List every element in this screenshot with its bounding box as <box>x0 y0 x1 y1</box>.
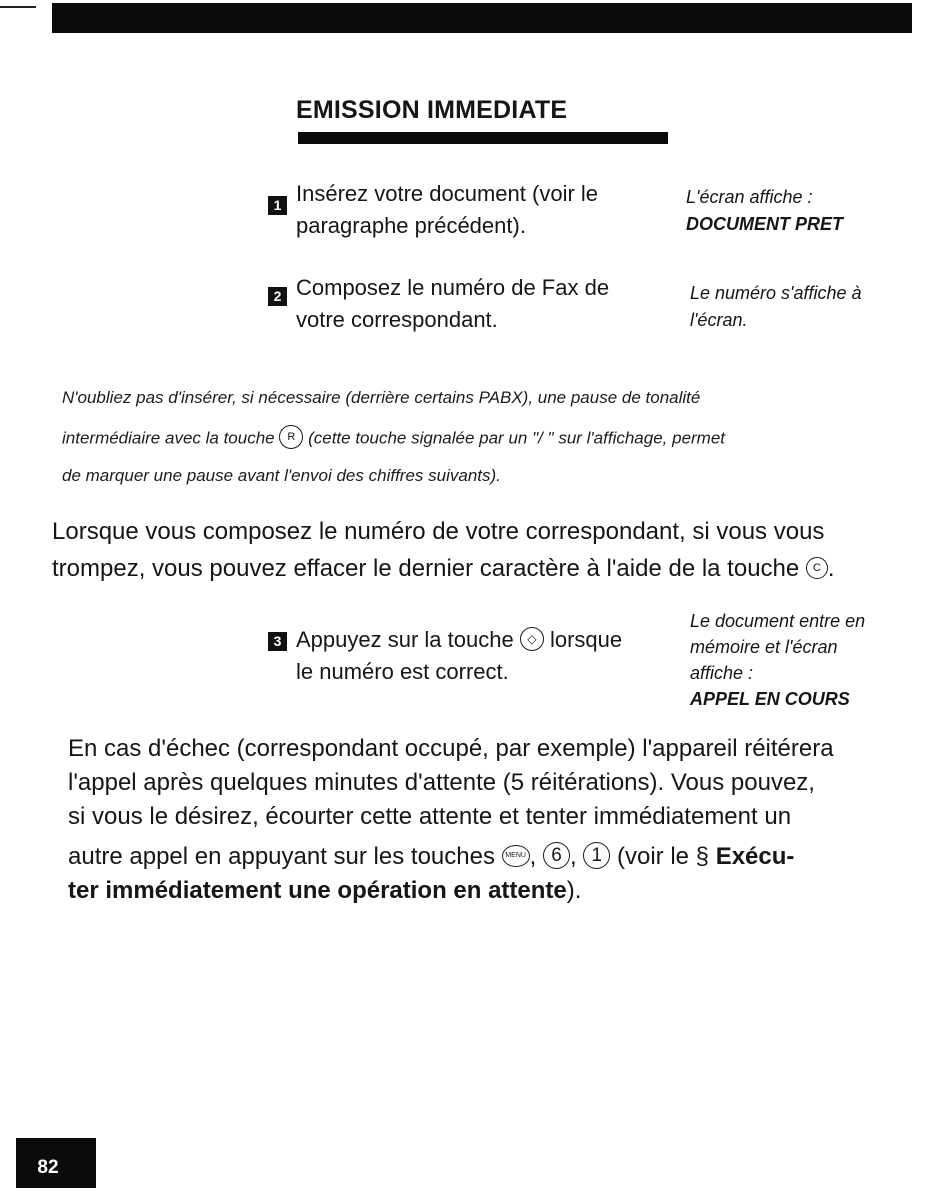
step-3-line2: le numéro est correct. <box>296 659 509 684</box>
step-3-side-line4: APPEL EN COURS <box>690 689 850 709</box>
step-3-side-line3: affiche : <box>690 663 754 683</box>
step-1-badge: 1 <box>268 196 287 215</box>
failure-line4-bold: Exécu- <box>715 843 795 870</box>
step-2-line2: votre correspondant. <box>296 307 498 332</box>
step-3-side-line2: mémoire et l'écran <box>690 637 838 657</box>
step-3-side-line1: Le document entre en <box>690 611 866 631</box>
step-3-badge: 3 <box>268 632 287 651</box>
step-3-display-note <box>690 608 865 712</box>
step-1-side-line1: L'écran affiche : <box>686 187 813 207</box>
start-key-icon: ◇ <box>520 627 544 651</box>
step-1-line2: paragraphe précédent). <box>296 213 526 238</box>
step-1-text <box>296 178 598 242</box>
step-3-text <box>296 624 622 688</box>
step-3-line1-after: lorsque <box>549 627 623 652</box>
failure-paragraph <box>68 732 834 908</box>
top-left-dash <box>0 6 36 8</box>
pabx-note-line2 <box>62 427 922 451</box>
failure-line5 <box>68 874 834 908</box>
pabx-note-line3: de marquer une pause avant l'envoi des chiffres suivants). <box>62 466 501 485</box>
correction-line2 <box>52 550 835 587</box>
failure-line1: En cas d'échec (correspondant occupé, par exemple) l'appareil réitérera <box>68 735 834 762</box>
step-3-line1 <box>296 624 622 656</box>
operation-reference-link: ter immédiatement une opération en attente <box>68 877 567 904</box>
failure-line4 <box>68 840 834 874</box>
failure-line3: si vous le désirez, écourter cette attente et tenter immédiatement un <box>68 803 792 830</box>
step-2-line1: Composez le numéro de Fax de <box>296 275 610 300</box>
step-1-side-line2: DOCUMENT PRET <box>686 214 843 234</box>
pabx-note-line2-before: intermédiaire avec la touche <box>62 428 275 448</box>
pabx-note-line1: N'oubliez pas d'insérer, si nécessaire (derrière certains PABX), une pause de tonalité <box>62 388 701 407</box>
one-key-icon: 1 <box>583 842 610 869</box>
correction-line1: Lorsque vous composez le numéro de votre correspondant, si vous vous <box>52 518 825 545</box>
failure-line5-after: ). <box>566 877 582 904</box>
page-number: 82 <box>37 1157 59 1178</box>
correction-line2-before: trompez, vous pouvez effacer le dernier caractère à l'aide de la touche <box>52 555 800 582</box>
correction-line2-after: . <box>827 555 835 582</box>
step-2-side-line2: l'écran. <box>690 310 748 330</box>
header-bar <box>52 3 912 33</box>
step-1-line1: Insérez votre document (voir le <box>296 181 599 206</box>
step-2-display-note <box>690 280 862 334</box>
failure-line4-before: autre appel en appuyant sur les touches <box>68 843 495 870</box>
title-underline <box>298 132 668 144</box>
step-2-badge: 2 <box>268 287 287 306</box>
six-key-icon: 6 <box>543 842 570 869</box>
step-1-display-note <box>686 184 843 238</box>
correction-paragraph <box>52 513 835 587</box>
c-key-icon: C <box>806 557 828 579</box>
step-3-line1-before: Appuyez sur la touche <box>296 627 514 652</box>
section-title: EMISSION IMMEDIATE <box>296 96 568 124</box>
failure-line4-sep1: , <box>529 843 537 870</box>
failure-line2: l'appel après quelques minutes d'attente (5 réitérations). Vous pouvez, <box>68 769 815 796</box>
failure-line4-after: (voir le § <box>617 843 710 870</box>
step-2-side-line1: Le numéro s'affiche à <box>690 283 862 303</box>
r-key-icon: R <box>279 425 303 449</box>
menu-key-icon: MENU <box>502 845 530 867</box>
step-2-text <box>296 272 609 336</box>
failure-line4-sep2: , <box>569 843 577 870</box>
pabx-note-line2-after: (cette touche signalée par un "/ " sur l'affichage, permet <box>308 428 726 448</box>
